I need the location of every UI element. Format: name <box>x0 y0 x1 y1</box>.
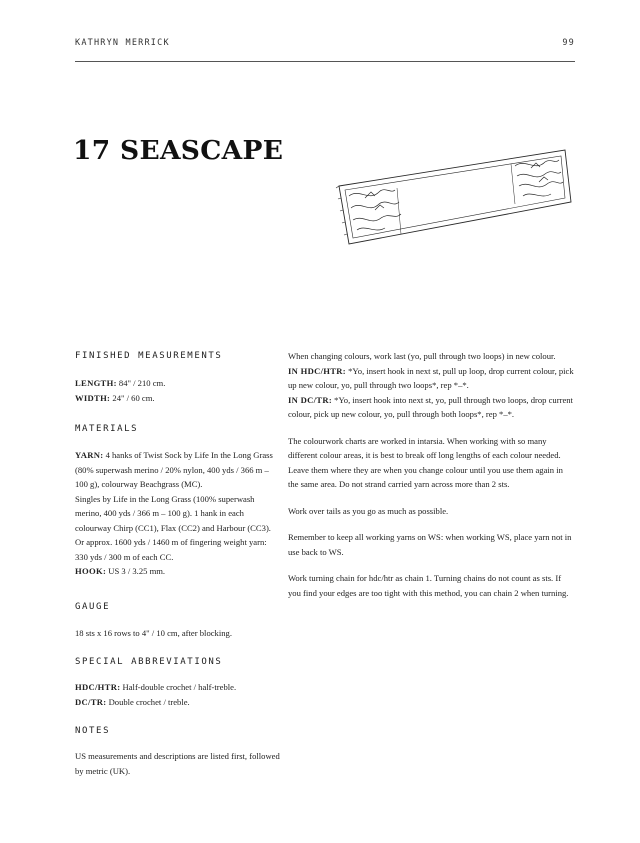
hdc-instruction <box>288 364 575 393</box>
ws-yarns-text: Remember to keep all working yarns on WS: when working WS, place yarn not in use back to WS. <box>288 532 572 557</box>
yarn-label: YARN: <box>75 450 104 460</box>
motif-wave-8 <box>523 194 551 196</box>
heading-finished-measurements: FINISHED MEASUREMENTS <box>75 351 223 361</box>
page-number: 99 <box>562 38 575 48</box>
length-line <box>75 376 280 391</box>
yarn-paragraph <box>75 448 280 492</box>
changing-colours-text: When changing colours, work last (yo, pull through two loops) in new colour. <box>288 351 556 361</box>
width-label: WIDTH: <box>75 392 111 403</box>
turning-chain-text: Work turning chain for hdc/htr as chain 1. Turning chains do not count as sts. If you find your edges are too tight with this method, you can chain 2 when turning. <box>288 573 569 598</box>
notes-text: US measurements and descriptions are listed first, followed by metric (UK). <box>75 751 280 776</box>
scarf-illustration-icon <box>335 148 575 248</box>
scarf-motif-left <box>349 188 401 234</box>
hook-line <box>75 564 280 579</box>
motif-divider-left <box>397 188 401 234</box>
hdc-text: Half-double crochet / half-treble. <box>122 682 237 692</box>
hdc-abbreviation <box>75 680 280 695</box>
tails-text: Work over tails as you go as much as possible. <box>288 505 449 516</box>
motif-wave-5 <box>515 160 559 166</box>
motif-wave-4 <box>357 228 385 230</box>
hdc-instruction-label: IN HDC/HTR: <box>288 365 346 376</box>
dc-label: DC/TR: <box>75 696 107 707</box>
gauge-text: 18 sts x 16 rows to 4" / 10 cm, after blocking. <box>75 627 232 638</box>
right-column <box>288 349 575 600</box>
hdc-instruction-text: *Yo, insert hook in next st, pull up loop, drop current colour, pick up new colour, yo, pull through two loops*, rep *–*. <box>288 365 574 390</box>
width-line <box>75 391 280 406</box>
motif-wave-7 <box>519 182 563 187</box>
dc-text: Double crochet / treble. <box>108 696 190 707</box>
scarf-motif-right <box>511 160 563 204</box>
motif-birds-right <box>531 163 548 182</box>
heading-materials: MATERIALS <box>75 424 139 434</box>
dc-abbreviation <box>75 695 280 710</box>
scarf-outline <box>336 150 571 244</box>
dc-instruction-label: IN DC/TR: <box>288 394 332 405</box>
author-name: KATHRYN MERRICK <box>75 38 170 48</box>
pattern-title: 17 SEASCAPE <box>73 135 284 166</box>
dc-instruction <box>288 393 575 422</box>
motif-wave-2 <box>351 202 399 208</box>
yarn-text: 4 hanks of Twist Sock by Life In the Long Grass (80% superwash merino / 20% nylon, 400 yds / 366 m – 100 g), colourway Beachgrass (MC). <box>75 450 273 489</box>
hdc-label: HDC/HTR: <box>75 682 121 692</box>
dc-instruction-text: *Yo, insert hook into next st, yo, pull through two loops, drop current colour, pick up new colour, yo, pull through both loops*, rep *–*. <box>288 394 573 419</box>
motif-wave-3 <box>353 214 401 221</box>
intarsia-text: The colourwork charts are worked in intarsia. When working with so many different colour areas, it is best to break off long lengths of each colour needed. Leave them where they are when you change colour until you use them again in the same area. Do not strand carried yarn across more than 2 sts. <box>288 435 563 489</box>
heading-special-abbreviations: SPECIAL ABBREVIATIONS <box>75 657 223 667</box>
singles-paragraph: Singles by Life in the Long Grass (100% superwash merino, 400 yds / 366 m – 100 g). 1 hank in each colourway Chirp (CC1), Flax (CC2) and Harbour (CC3). Or approx. 1600 yds / 1460 m of fingering weight yarn: 330 yds / 300 m of each CC. <box>75 493 271 562</box>
running-header <box>75 38 575 52</box>
header-rule <box>75 61 575 62</box>
motif-wave-6 <box>517 172 561 177</box>
scarf-inner-edge <box>345 156 565 238</box>
width-value: 24" / 60 cm. <box>112 392 155 403</box>
heading-gauge: GAUGE <box>75 601 111 612</box>
length-value: 84" / 210 cm. <box>118 378 166 388</box>
hook-value: US 3 / 3.25 mm. <box>108 566 166 576</box>
left-column <box>75 349 280 778</box>
length-label: LENGTH: <box>75 378 117 388</box>
heading-notes: NOTES <box>75 726 111 736</box>
motif-divider-right <box>511 164 515 204</box>
hook-label: HOOK: <box>75 566 107 576</box>
